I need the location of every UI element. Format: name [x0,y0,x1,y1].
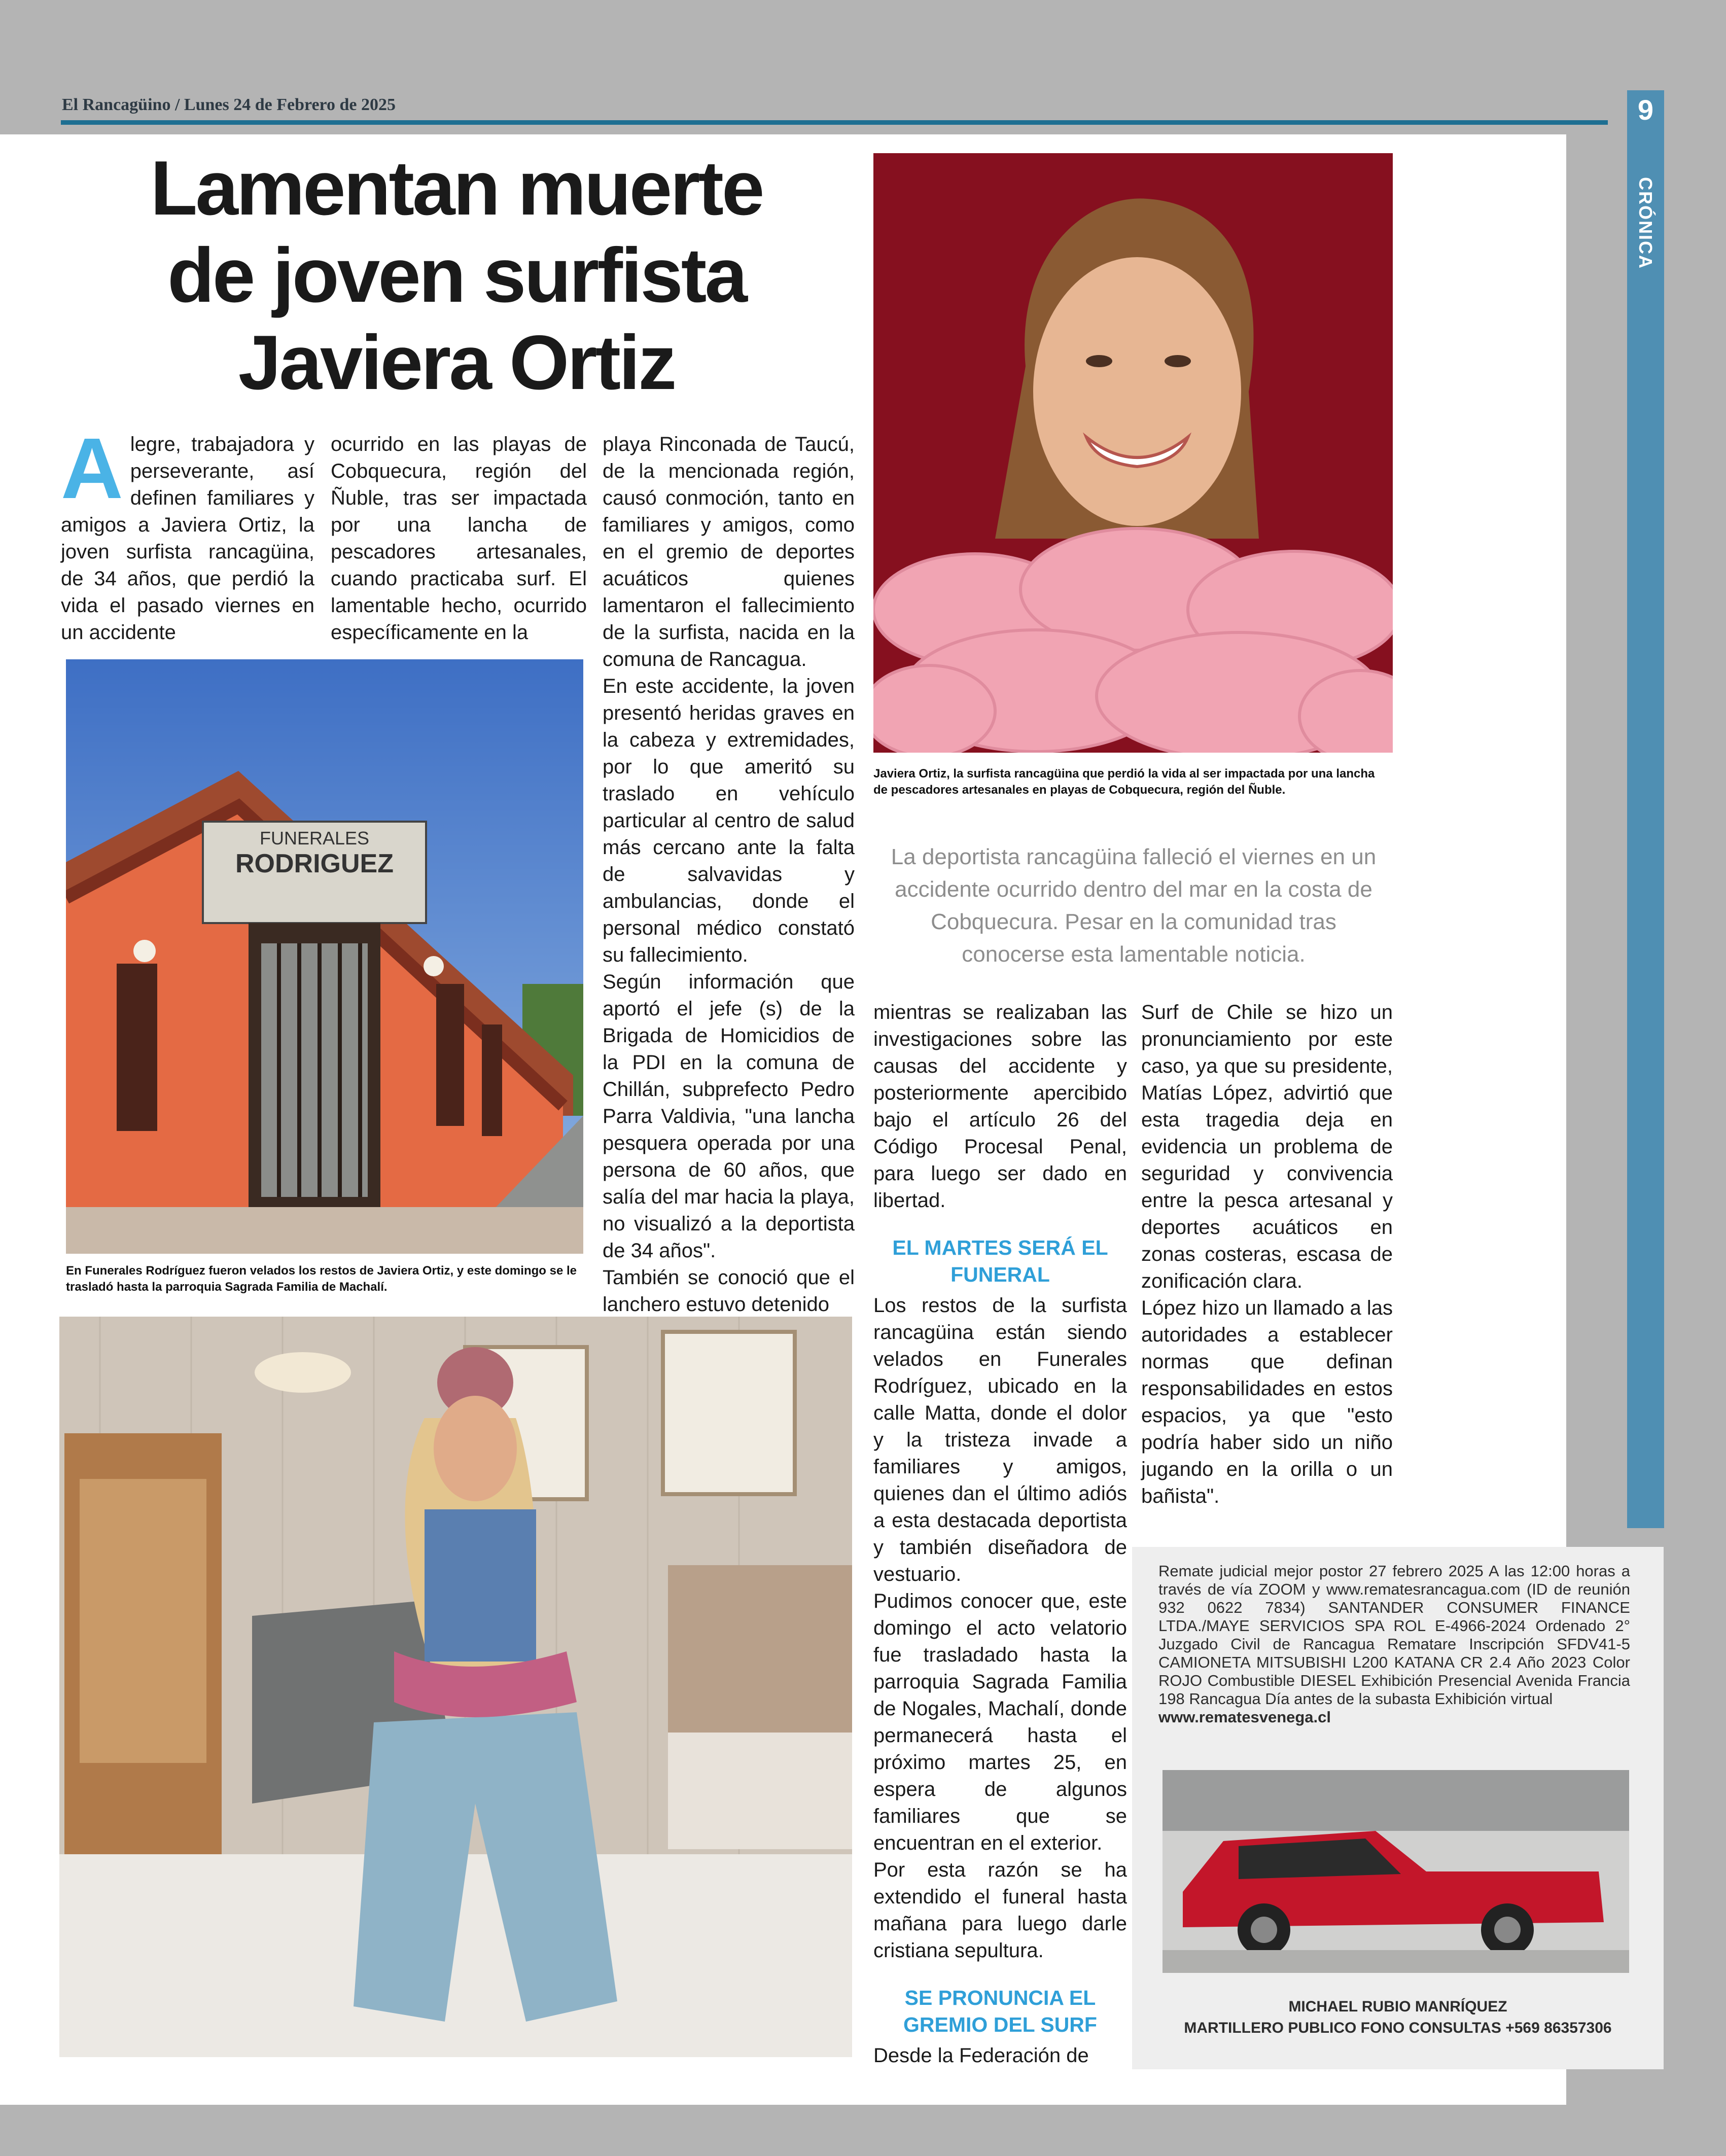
article-col-2 [331,431,587,646]
knitting-photo [59,1317,852,2057]
article-col-4 [873,999,1127,2069]
headline-line-1: Lamentan muerte [150,145,763,231]
portrait-illustration [873,153,1393,753]
headline [61,145,852,406]
col4-para-1: mientras se realizaban las investigaciones sobre las causas del accidente y posteriormente apercibido bajo el artículo 26 del Código Procesal Penal, para luego ser dado en libertad. [873,1001,1127,1212]
funeral-home-caption: En Funerales Rodríguez fueron velados los restos de Javiera Ortiz, y este domingo se le trasladó hasta la parroquia Sagrada Familia de Machalí. [66,1264,577,1294]
page-number: 9 [1637,94,1654,126]
col2-text: ocurrido en las playas de Cobquecura, región del Ñuble, tras ser impactada por una lancha de pescadores artesanales, cuando practicaba surf. El lamentable hecho, ocurrido específicamente en la [331,433,587,644]
section-bar [1627,90,1664,1528]
col4-para-4: Por esta razón se ha extendido el funeral hasta mañana para luego darle cristiana sepultura. [873,1859,1127,1962]
funeral-home-photo [66,659,583,1254]
article-col-5 [1141,999,1393,1510]
subhead-surf: SE PRONUNCIA EL GREMIO DEL SURF [903,1986,1097,2036]
auctioneer-name: MICHAEL RUBIO MANRÍQUEZ [1288,1998,1507,2015]
headline-line-2: de joven surfista [167,232,746,319]
col3-para-4: También se conoció que el lanchero estuvo detenido [603,1266,855,1316]
sign-line-2: RODRIGUEZ [235,849,394,878]
auction-ad-body [1158,1562,1630,1726]
col1-text: legre, trabajadora y perseverante, así definen familiares y amigos a Javiera Ortiz, la joven surfista rancagüina, de 34 años, que perdió la vida el pasado viernes en un accidente [61,433,314,644]
col3-para-1: playa Rinconada de Taucú, de la mencionada región, causó conmoción, tanto en familiares y amigos, como en el gremio de deportes acuáticos quienes lamentaron el fallecimiento de la surfista, nacida en la comuna de Rancagua. [603,433,855,670]
col3-para-3: Según información que aportó el jefe (s) de la Brigada de Homicidios de la PDI en la comuna de Chillán, subprefecto Pedro Parra Valdivia, "una lancha pesquera operada por una persona de 60 años, que salía del mar hacia la playa, no visualizó a la deportista de 34 años". [603,971,855,1262]
portrait-photo [873,153,1393,753]
subhead-funeral: EL MARTES SERÁ EL FUNERAL [892,1236,1108,1286]
auction-ad [1132,1547,1664,2069]
truck-illustration [1163,1770,1629,1973]
truck-photo [1163,1770,1629,1973]
pull-quote: La deportista rancagüina falleció el viernes en un accidente ocurrido dentro del mar en la costa de Cobquecura. Pesar en la comunidad tras conocerse esta lamentable noticia. [891,844,1377,967]
auction-ad-text: Remate judicial mejor postor 27 febrero 2025 A las 12:00 horas a través de vía ZOOM y www.rematesrancagua.com (ID de reunión 932 0622 7834) SANTANDER CONSUMER FINANCE LTDA./MAYE SERVICIOS SPA ROL E-4966-2024 Ordenado 2° Juzgado Civil de Rancagua Rematare Inscripción SFDV41-5 CAMIONETA MITSUBISHI L200 KATANA CR 2.4 Año 2023 Color ROJO Combustible DIESEL Exhibición Presencial Avenida Francia 198 Rancagua Día antes de la subasta Exhibición virtual [1158,1562,1630,1708]
masthead: El Rancagüino / Lunes 24 de Febrero de 2025 [62,95,396,114]
col3-para-2: En este accidente, la joven presentó heridas graves en la cabeza y extremidades, por lo que ameritó su traslado en vehículo particular al centro de salud más cercano ante la falta de salvavidas y ambulancias, donde el personal médico constató su fallecimiento. [603,675,855,966]
funeral-home-illustration [66,659,583,1254]
col5-para-2: López hizo un llamado a las autoridades a establecer normas que definan responsabilidades en estos espacios, ya que "esto podría haber sido un niño jugando en la orilla o un bañista". [1141,1297,1393,1507]
dropcap: A [61,420,123,517]
auctioneer-contact: MARTILLERO PUBLICO FONO CONSULTAS +569 86357306 [1184,2020,1612,2036]
portrait-caption: Javiera Ortiz, la surfista rancagüina que perdió la vida al ser impactada por una lancha de pescadores artesanales en playas de Cobquecura, región del Ñuble. [873,767,1375,797]
sign-line-1: FUNERALES [259,828,370,849]
knitting-illustration [59,1317,852,2057]
col5-para-1: Surf de Chile se hizo un pronunciamiento por este caso, ya que su presidente, Matías López, advirtió que esta tragedia deja en evidencia un problema de seguridad y convivencia entre la pesca artesanal y deportes acuáticos en zonas costeras, escasa de zonificación clara. [1141,1001,1393,1292]
col4-para-3: Pudimos conocer que, este domingo el acto velatorio fue trasladado hasta la parroquia Sagrada Familia de Nogales, Machalí, donde permanecerá hasta el próximo martes 25, en espera de algunos familiares que se encuentran en el exterior. [873,1590,1127,1854]
headline-line-3: Javiera Ortiz [238,320,675,406]
article-col-1 [61,420,314,646]
col4-para-5: Desde la Federación de [873,2044,1089,2067]
col4-para-2: Los restos de la surfista rancagüina están siendo velados en Funerales Rodríguez, ubicado en la calle Matta, donde el dolor y la tristeza invade a familiares y amigos, quienes dan el último adiós a esta destacada deportista y también diseñadora de vestuario. [873,1294,1127,1585]
auction-ad-url: www.rematesvenega.cl [1158,1708,1331,1726]
section-label: CRÓNICA [1635,177,1656,269]
article-col-3 [603,431,855,1318]
header-rule [61,120,1608,125]
